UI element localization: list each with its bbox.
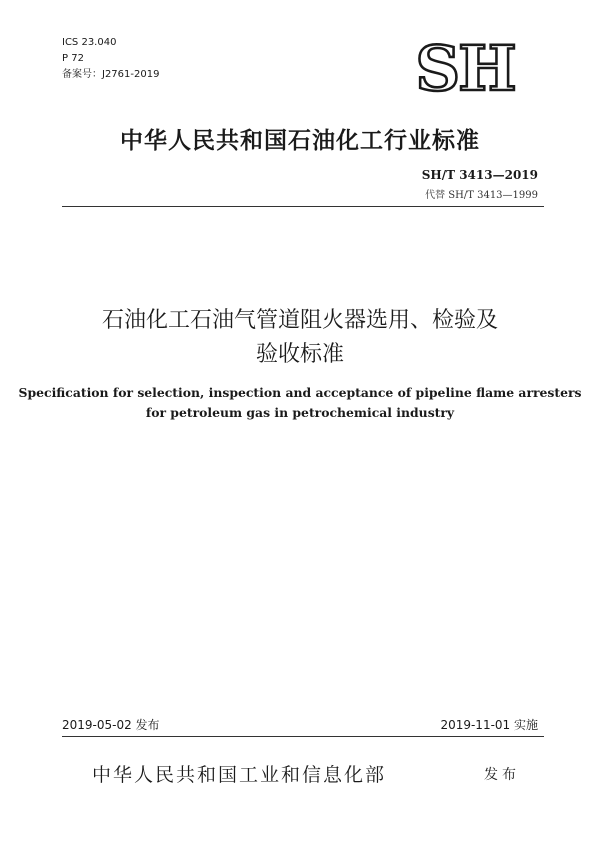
record-number: 备案号：J2761-2019 xyxy=(62,69,160,80)
issue-label: 发布 xyxy=(484,767,520,783)
replaces-code: 代替 SH/T 3413—1999 xyxy=(425,190,538,201)
sh-logo-text: SH xyxy=(415,40,515,96)
ics-code: ICS 23.040 xyxy=(62,37,117,48)
chinese-title-line-1: 石油化工石油气管道阻火器选用、检验及 xyxy=(101,308,498,333)
standard-title: 中华人民共和国石油化工行业标准 xyxy=(120,128,480,154)
header-divider xyxy=(62,206,544,207)
chinese-title-line-2: 验收标准 xyxy=(255,342,344,367)
chinese-title xyxy=(0,304,600,372)
standard-code: SH/T 3413—2019 xyxy=(421,168,538,182)
footer-divider xyxy=(62,736,544,737)
classification-code: P 72 xyxy=(62,53,84,64)
implement-date: 2019-11-01 实施 xyxy=(440,718,538,732)
english-title-line-1: Specification for selection, inspection and acceptance of pipeline flame arresters xyxy=(18,385,582,400)
sh-logo xyxy=(404,40,526,96)
english-title xyxy=(0,383,600,423)
issuing-authority: 中华人民共和国工业和信息化部 xyxy=(92,764,387,786)
publish-date: 2019-05-02 发布 xyxy=(62,718,160,732)
english-title-line-2: for petroleum gas in petrochemical industry xyxy=(145,405,455,420)
